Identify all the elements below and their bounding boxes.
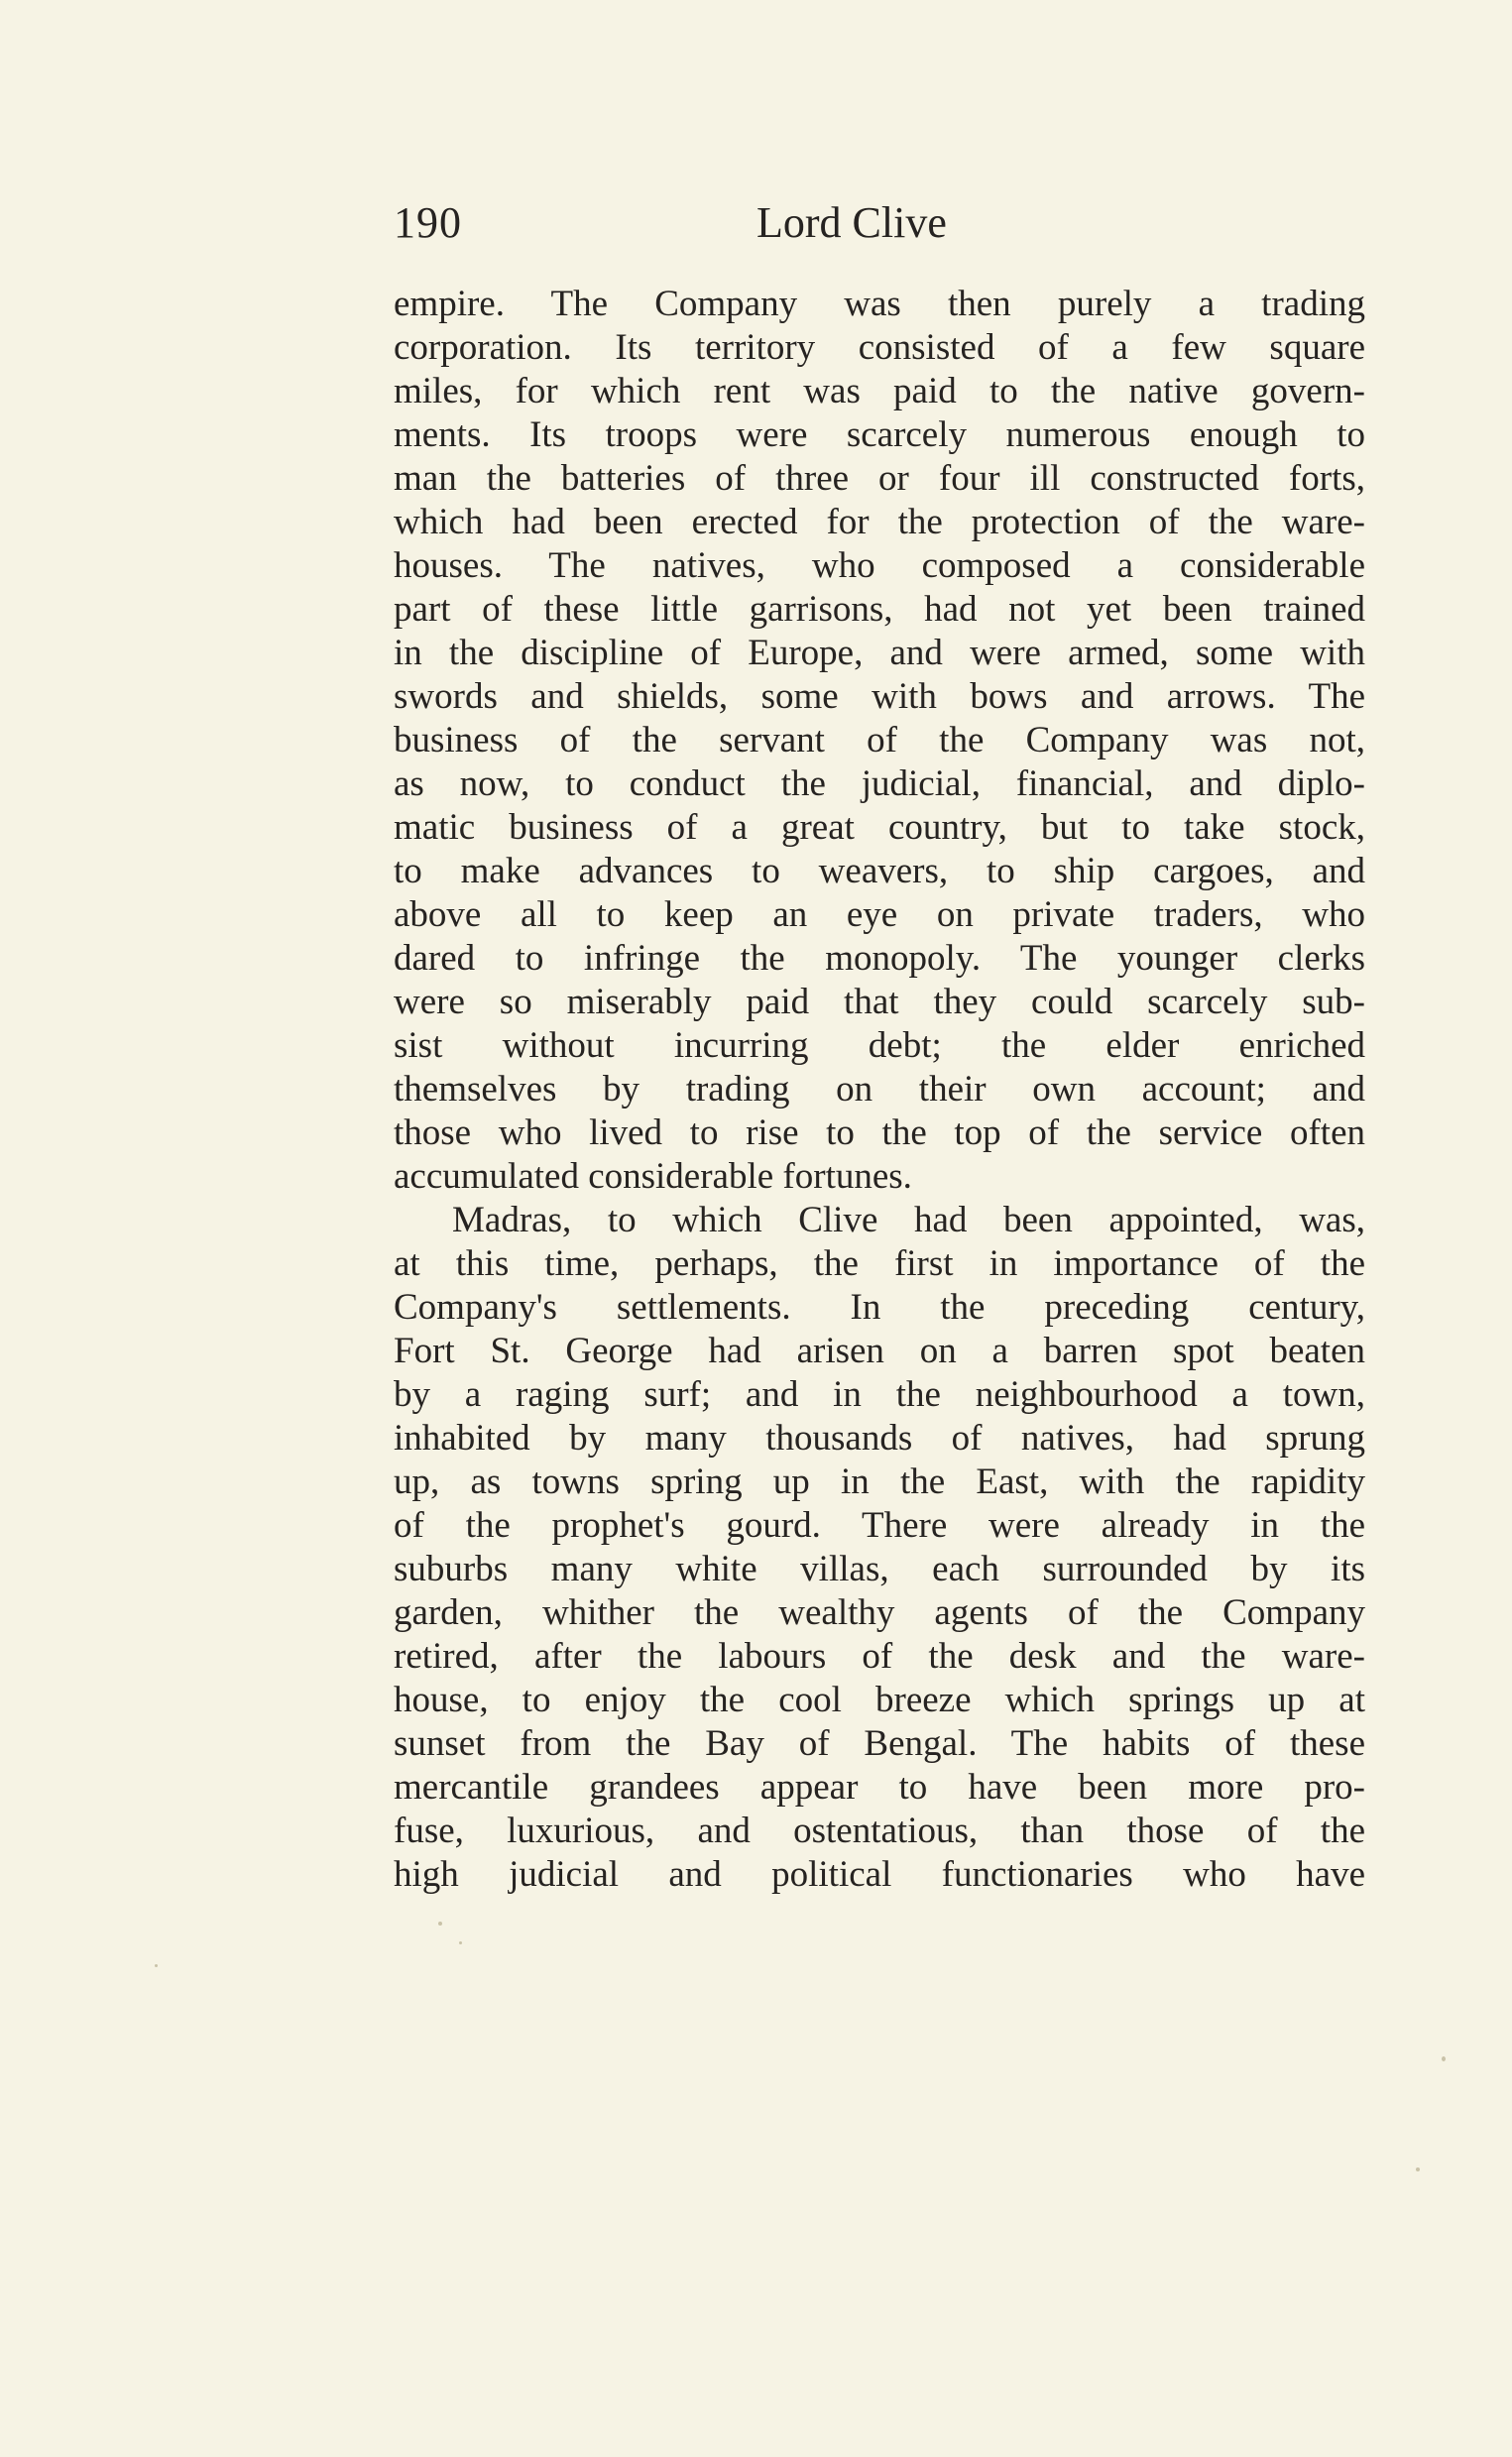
text-line: business of the servant of the Company was not, [394, 720, 1365, 760]
text-line: by a raging surf; and in the neighbourhood a town, [394, 1374, 1365, 1415]
text-line: dared to infringe the monopoly. The younger clerks [394, 938, 1365, 979]
text-line: of the prophet's gourd. There were already in the [394, 1505, 1365, 1546]
text-line: matic business of a great country, but to take stock, [394, 807, 1365, 848]
text-line: miles, for which rent was paid to the native govern- [394, 371, 1365, 411]
paper-speck [1442, 2056, 1446, 2061]
text-line: inhabited by many thousands of natives, had sprung [394, 1418, 1365, 1459]
text-line: house, to enjoy the cool breeze which springs up at [394, 1680, 1365, 1720]
text-line: as now, to conduct the judicial, financial, and diplo- [394, 763, 1365, 804]
paper-speck [155, 1964, 158, 1967]
text-line: fuse, luxurious, and ostentatious, than those of the [394, 1811, 1365, 1851]
text-line: sist without incurring debt; the elder enriched [394, 1025, 1365, 1066]
text-line: were so miserably paid that they could scarcely sub- [394, 982, 1365, 1022]
text-line: themselves by trading on their own account; and [394, 1069, 1365, 1110]
text-line: up, as towns spring up in the East, with the rapidity [394, 1462, 1365, 1502]
paragraph-end-line: accumulated considerable fortunes. [394, 1156, 912, 1197]
text-line: part of these little garrisons, had not yet been trained [394, 589, 1365, 630]
text-line: houses. The natives, who composed a considerable [394, 545, 1365, 586]
page-header [394, 193, 1365, 253]
text-line: high judicial and political functionaries who have [394, 1854, 1365, 1895]
text-line: mercantile grandees appear to have been more pro- [394, 1767, 1365, 1808]
text-line: man the batteries of three or four ill constructed forts, [394, 458, 1365, 499]
text-line: suburbs many white villas, each surrounded by its [394, 1549, 1365, 1589]
body-text [394, 283, 1365, 1897]
text-line: Fort St. George had arisen on a barren spot beaten [394, 1331, 1365, 1371]
text-line: at this time, perhaps, the first in importance of the [394, 1243, 1365, 1284]
text-line: which had been erected for the protection of the ware- [394, 502, 1365, 542]
text-line: those who lived to rise to the top of the service often [394, 1112, 1365, 1153]
paper-speck [459, 1941, 462, 1944]
text-line: retired, after the labours of the desk and the ware- [394, 1636, 1365, 1677]
text-line: sunset from the Bay of Bengal. The habits of these [394, 1723, 1365, 1764]
text-line: garden, whither the wealthy agents of the Company [394, 1592, 1365, 1633]
text-line: swords and shields, some with bows and arrows. The [394, 676, 1365, 717]
text-line: above all to keep an eye on private traders, who [394, 894, 1365, 935]
text-line: to make advances to weavers, to ship cargoes, and [394, 851, 1365, 891]
text-line: Company's settlements. In the preceding century, [394, 1287, 1365, 1328]
paper-speck [1416, 2167, 1420, 2171]
paragraph-start-line: Madras, to which Clive had been appointed, was, [452, 1200, 1365, 1240]
text-line: empire. The Company was then purely a trading [394, 284, 1365, 324]
paper-speck [438, 1922, 442, 1926]
text-line: corporation. Its territory consisted of a few square [394, 327, 1365, 368]
running-head: Lord Clive [756, 198, 947, 247]
text-line: ments. Its troops were scarcely numerous enough to [394, 414, 1365, 455]
page-number: 190 [394, 198, 462, 247]
text-line: in the discipline of Europe, and were armed, some with [394, 633, 1365, 673]
